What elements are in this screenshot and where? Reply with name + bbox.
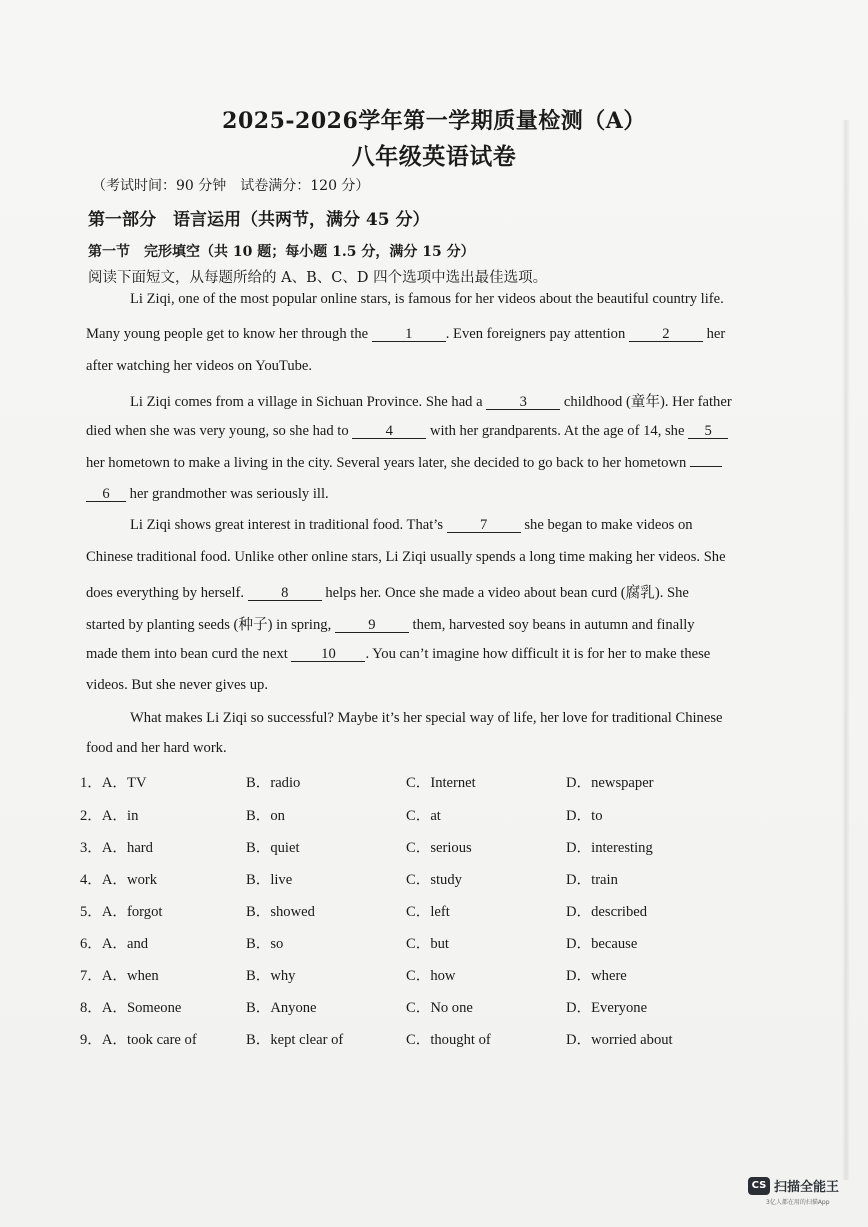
option-d: D．where [566, 968, 627, 984]
passage-line: after watching her videos on YouTube. [86, 358, 313, 374]
option-b: B．why [246, 968, 296, 984]
option-c: C．study [406, 872, 462, 888]
passage-line: food and her hard work. [86, 740, 227, 756]
scanner-tagline: 3亿人都在用的扫描App [766, 1199, 830, 1206]
passage-line: Chinese traditional food. Unlike other online stars, Li Ziqi usually spends a long time making her videos. She [86, 549, 726, 565]
option-c: C．but [406, 936, 449, 952]
passage-line: Li Ziqi, one of the most popular online stars, is famous for her videos about the beautiful country life. [130, 291, 724, 307]
option-d: D．to [566, 808, 603, 824]
option-b: B．on [246, 808, 285, 824]
option-c: C．how [406, 968, 456, 984]
option-c: C．at [406, 808, 441, 824]
exam-title: 2025-2026学年第一学期质量检测（A） [222, 108, 646, 134]
option-d: D．train [566, 872, 618, 888]
option-a: 8．A．Someone [80, 1000, 182, 1016]
blank-9: 9 [335, 618, 409, 633]
instruction-text: 阅读下面短文，从每题所给的 A、B、C、D 四个选项中选出最佳选项。 [88, 270, 548, 286]
option-c: C．Internet [406, 775, 476, 791]
part-heading: 第一部分 语言运用（共两节，满分 45 分） [88, 210, 430, 230]
option-c: C．serious [406, 840, 472, 856]
option-a: 5．A．forgot [80, 904, 163, 920]
option-c: C．No one [406, 1000, 473, 1016]
blank-1: 1 [372, 327, 446, 342]
option-a: 4．A．work [80, 872, 158, 888]
option-a: 1．A．TV [80, 775, 147, 791]
option-b: B．showed [246, 904, 315, 920]
option-d: D．because [566, 936, 638, 952]
option-a: 9．A．took care of [80, 1032, 197, 1048]
passage-line: Many young people get to know her through the 1 . Even foreigners pay attention 2 her [86, 326, 726, 342]
blank-5: 5 [688, 424, 728, 439]
section-heading: 第一节 完形填空（共 10 题；每小题 1.5 分，满分 15 分） [88, 244, 475, 260]
blank-8: 8 [248, 586, 322, 601]
blank-3: 3 [486, 395, 560, 410]
option-b: B．radio [246, 775, 301, 791]
passage-line: videos. But she never gives up. [86, 677, 268, 693]
camscanner-icon: CS [748, 1177, 770, 1195]
option-b: B．Anyone [246, 1000, 317, 1016]
passage-line: started by planting seeds (种子) in spring, 9 them, harvested soy beans in autumn and finally [86, 617, 695, 633]
page-edge-shadow [842, 120, 850, 1180]
exam-subtitle: 八年级英语试卷 [351, 143, 517, 170]
exam-meta: （考试时间：90 分钟 试卷满分：120 分） [92, 178, 370, 194]
passage-line: What makes Li Ziqi so successful? Maybe it’s her special way of life, her love for traditional Chinese [130, 710, 723, 726]
passage-line: Li Ziqi comes from a village in Sichuan Province. She had a 3 childhood (童年). Her father [130, 394, 732, 410]
option-a: 6．A．and [80, 936, 149, 952]
option-d: D．newspaper [566, 775, 654, 791]
passage-line: 6 her grandmother was seriously ill. [86, 486, 796, 503]
option-a: 2．A．in [80, 808, 139, 824]
scanner-app-name: 扫描全能王 [774, 1180, 840, 1195]
passage-line: her hometown to make a living in the city. Several years later, she decided to go back to her hometown [86, 455, 796, 472]
blank-2: 2 [629, 327, 703, 342]
option-b: B．live [246, 872, 293, 888]
passage-line: died when she was very young, so she had to 4 with her grandparents. At the age of 14, she 5 [86, 423, 796, 440]
option-d: D．described [566, 904, 648, 920]
blank-10: 10 [291, 647, 365, 662]
scanner-watermark [748, 1176, 839, 1195]
option-c: C．left [406, 904, 450, 920]
passage-line: Li Ziqi shows great interest in traditional food. That’s 7 she began to make videos on [130, 517, 693, 533]
option-a: 3．A．hard [80, 840, 153, 856]
passage-line: made them into bean curd the next 10 . You can’t imagine how difficult it is for her to make these [86, 646, 711, 662]
option-b: B．so [246, 936, 284, 952]
option-d: D．worried about [566, 1032, 673, 1048]
blank-7: 7 [447, 518, 521, 533]
option-d: D．interesting [566, 840, 653, 856]
blank-6: 6 [86, 487, 126, 502]
option-b: B．kept clear of [246, 1032, 344, 1048]
blank-4: 4 [352, 424, 426, 439]
option-b: B．quiet [246, 840, 300, 856]
option-c: C．thought of [406, 1032, 491, 1048]
passage-line: does everything by herself. 8 helps her. Once she made a video about bean curd (腐乳). She [86, 585, 689, 601]
option-d: D．Everyone [566, 1000, 648, 1016]
option-a: 7．A．when [80, 968, 159, 984]
